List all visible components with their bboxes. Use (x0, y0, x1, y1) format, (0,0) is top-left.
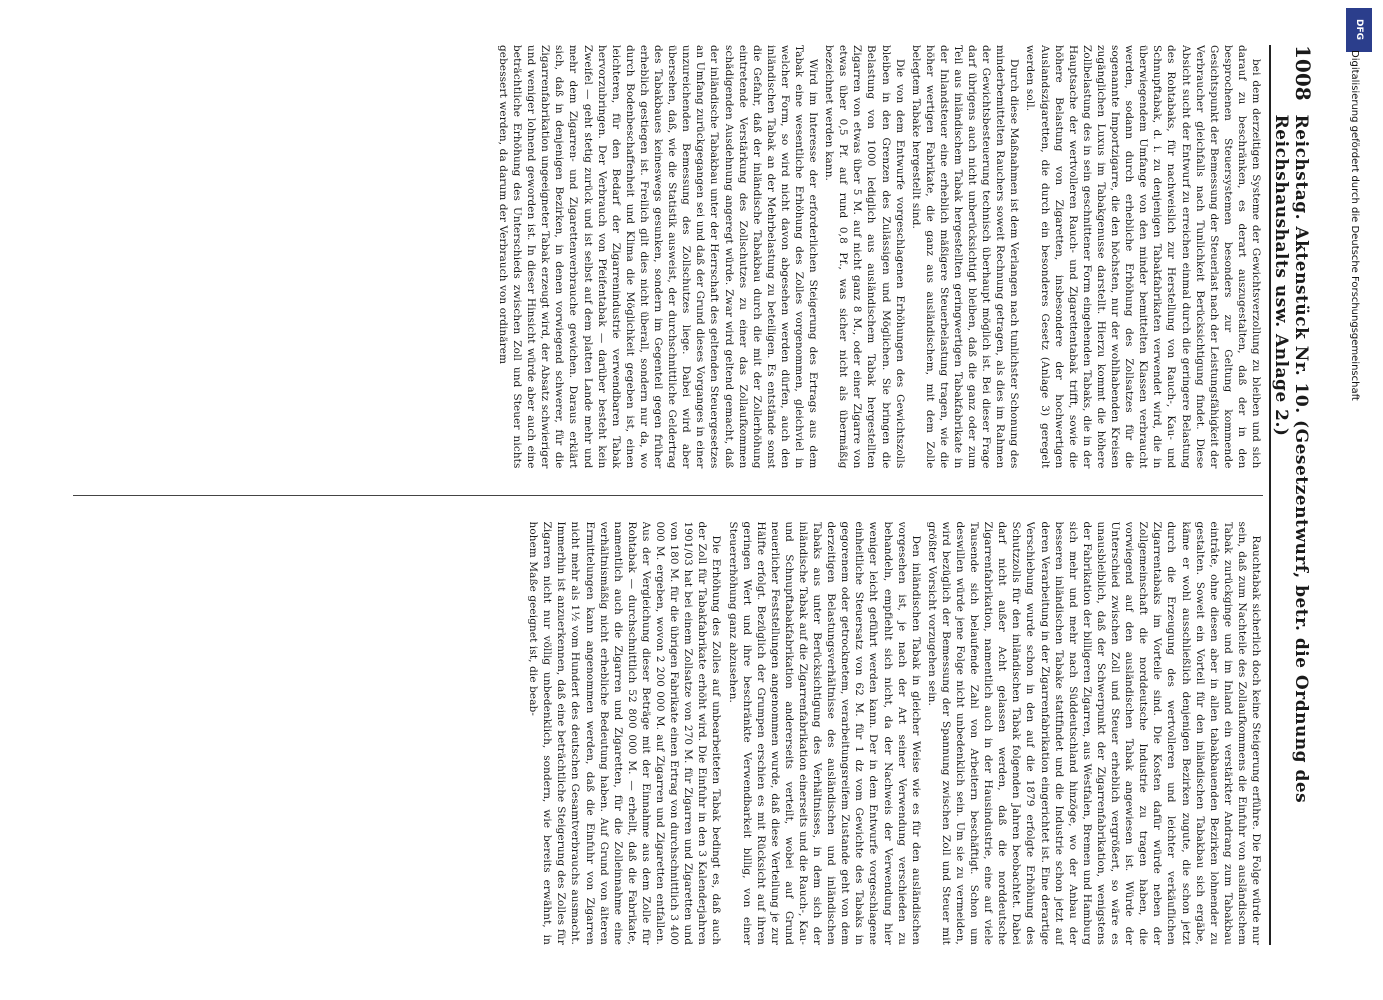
paragraph: Die Erhöhung des Zolles auf unbearbeiteten Tabak bedingt es, daß auch der Zoll für Tabakfabrikate erhöht wird. Die Einfuhr in den 3 Kalenderjahren 1901/03 hat bei einem Zollsatze von 270 M. für Zigarren und Zigaretten und von 180 M. für die übrigen Fabrikate einen Ertrag von durchschnittlich 3 400 000 M. ergeben, wovon 2 200 000 M. auf Zigarren und Zigaretten entfallen. Aus der Vergleichung dieser Beträge mit der Einnahme aus dem Zolle für Rohtabak — durchschnittlich 52 800 000 M. — erhellt, daß die Fabrikate, namentlich auch die Zigarren und Zigaretten, für die Zolleinnahme eine verhältnismäßig nicht erhebliche Bedeutung haben. Auf Grund von älteren Ermittelungen kann angenommen werden, daß die Einfuhr von Zigarren nicht mehr als 1½ vom Hundert des deutschen Gesamtverbrauchs ausmacht. Immerhin ist anzuerkennen, daß eine beträchtliche Steigerung des Zolles für Zigarren nicht nur völlig unbedenklich, sondern, wie bereits erwähnt, in hohem Maße geeignet ist, die beab- (527, 521, 723, 945)
rotated-content (65, 45, 1315, 945)
digitization-text: Digitalisierung gefördert durch die Deutsche Forschungsgemeinschaft (1349, 50, 1360, 401)
paragraph: bei dem derzeitigen Systeme der Gewichtsverzollung zu bleiben und sich darauf zu beschränken, es derart auszugestalten, daß der in den besprochenen Steuersystemen besonders zur Geltung kommende Gesichtspunkt der Bemessung der Steuerlast nach der Leistungsfähigkeit der Verbraucher gleichfalls nach Tunlichkeit Berücksichtigung findet. Diese Absicht sucht der Entwurf zu erreichen einmal durch die geringere Belastung des Rohtabaks, für nachweislich zur Herstellung von Rauch-, Kau- und Schnupftabak, d. i. zu denjenigen Tabakfabrikaten verwendet wird, die in überwiegendem Umfange von den minder bemittelten Klassen verbraucht werden, sodann durch erhebliche Erhöhung des Zollsatzes für die sogenannte Importzigarre, die den höchsten, nur der wohlhabenden Kreisen zugänglichen Luxus im Tabakgenusse darstellt. Hierzu kommt die höhere Zollbelastung des in sein geschnittener Form eingehenden Tabaks, die in der Hauptsache der wertvolleren Rauch- und Zigarettentabak trifft, sowie die höhere Belastung von Zigaretten, insbesondere der hochwertigen Auslandszigaretten, die durch ein besonderes Gesetz (Anlage 3) geregelt werden soll. (1024, 45, 1262, 469)
page-number: 1008 (1291, 45, 1315, 101)
header-rule (1269, 45, 1271, 945)
paragraph: Die von dem Entwurfe vorgeschlagenen Erhöhungen des Gewichtszolls bleiben in den Grenzen des Zulässigen und Möglichen. Sie bringen die Belastung von 1000 lediglich aus ausländischem Tabak hergestellten Zigarren von etwas über 5 M. auf nicht ganz 8 M., oder einer Zigarre von etwas über 0,5 Pf. auf rund 0,8 Pf., was sicher nicht als übermäßig bezeichnet werden kann. (823, 45, 906, 469)
running-title: Reichstag. Aktenstück Nr. 10. (Gesetzentwurf, betr. die Ordnung des Reichshaushalts usw. Anlage 2.) (1271, 114, 1311, 804)
paragraph: Den inländischen Tabak in gleicher Weise wie es für den ausländischen vorgesehen ist, je nach der Art seiner Verwendung verschieden zu behandeln, empfiehlt sich nicht, da der Nachweis der Verwendung hier weniger leicht geführt werden kann. Der in dem Entwurfe vorgeschlagene einheitliche Steuersatz von 62 M. für 1 dz vom Gewichte des Tabaks in gegorenem oder getrocknetem, verarbeitungsreifem Zustande geht von dem derzeitigen Belastungsverhältnisse des ausländischen und inländischen Tabaks aus unter Berücksichtigung des Verhältnisses, in dem sich der inländische Tabak auf die Zigarrenfabrikation einerseits und die Rauch-, Kau- und Schnupftabakfabrikation andererseits verteilt, wobei auf Grund neuerlicher Feststellungen angenommen wurde, daß diese Verteilung je zur Hälfte erfolgt. Bezüglich der Grumpen erschien es mit Rücksicht auf ihren geringen Wert und ihre beschränkte Verwendbarkeit billig, von einer Steuererhöhung ganz abzusehen. (726, 521, 922, 945)
right-column (73, 522, 1263, 946)
paragraph: Wird im Interesse der erforderlichen Steigerung des Ertrags aus dem Tabak eine wesentliche Erhöhung des Zolles vorgenommen, gleichviel in welcher Form, so wird nicht davon abgesehen werden dürfen, auch den inländischen Tabak an der Mehrbelastung zu beteiligen. Es entstände sonst die Gefahr, daß der inländische Tabakbau durch die mit der Zollerhöhung eintretende Verstärkung des Zollschutzes zu einer das Zollaufkommen schädigenden Ausdehnung angeregt würde. Zwar wird geltend gemacht, daß der inländische Tabakbau unter der Herrschaft des geltenden Steuergesetzes an Umfang zurückgegangen sei und daß der Grund dieses Vorganges in einer unzureichenden Bemessung des Zollschutzes liege. Dabei wird aber übersehen, daß, wie die Statistik ausweist, der durchschnittliche Geldertrag des Tabakbaues keineswegs gesunken, sondern im Gegenteil gegen früher erheblich gestiegen ist. Freilich gilt dies nicht überall, sondern nur da, wo durch Bodenbeschaffenheit und Klima die Möglichkeit gegeben ist, einen leichteren, für den Bedarf der Zigarrenindustrie verwendbaren Tabak hervorzubringen. Der Verbrauch von Pfeifentabak — darüber besteht kein Zweifel — geht stetig zurück und ist selbst auf dem platten Lande mehr und mehr dem Zigarren- und Zigarettenverbrauche gewichen. Daraus erklärt sich, daß in denjenigen Bezirken, in denen vorwiegend schwerer, für die Zigarrenfabrikation ungeeigneter Tabak erzeugt wird, der Absatz schwieriger und weniger lohnend geworden ist. In dieser Hinsicht würde aber auch eine beträchtliche Erhöhung des Unterschieds zwischen Zoll und Steuer nichts gebessert werden, da darum der Verbrauch von ordinärem (497, 45, 820, 469)
column-divider (73, 495, 1263, 496)
digitization-note (1336, 30, 1366, 970)
paragraph: Durch diese Maßnahmen ist dem Verlangen nach tunlichster Schonung des minderbemittelten Rauchers soweit Rechnung getragen, als dies im Rahmen der Gewichtsbesteuerung technisch überhaupt möglich ist. Bei dieser Frage darf übrigens auch nicht unberücksichtigt bleiben, daß die ganz oder zum Teil aus inländischem Tabak hergestellten geringwertigen Tabakfabrikate in der Inlandsteuer eine erheblich mäßigere Steuerbelastung tragen, wie die höher wertigen Fabrikate, die ganz aus ausländischem, mit dem Zolle belegtem Tabake hergestellt sind. (909, 45, 1021, 469)
page-header (1271, 45, 1315, 945)
left-column (73, 45, 1263, 469)
text-columns (73, 45, 1263, 945)
paragraph: Rauchtabak sicherlich doch keine Steigerung erführe. Die Folge würde nur sein, daß zum Nachteile des Zollaufkommens die Einfuhr von ausländischem Tabak zurückginge und im Inland ein verstärkter Andrang zum Tabakbau eintrâte, ohne diesen aber in allen tabakbauenden Bezirken lohnender zu gestalten. Soweit ein Vorteil für den inländischen Tabakbau sich ergäbe, käme er wohl ausschließlich denjenigen Bezirken zugute, die schon jetzt durch die Erzeugung des wertvolleren und leichter verkäuflichen Zigarrentabaks im Vorteile sind. Die Kosten dafür würde neben der Zollgemeinschaft die norddeutsche Industrie zu tragen haben, die vorwiegend auf den ausländischen Tabak angewiesen ist. Würde der Unterschied zwischen Zoll und Steuer erheblich vergrößert, so wäre es unausbleiblich, daß der Schwerpunkt der Zigarrenfabrikation, wenigstens der Fabrikation der billigeren Zigarren, aus Westfalen, Bremen und Hamburg sich mehr und mehr nach Süddeutschland hinzöge, wo der Anbau der besseren inländischen Tabake stattfindet und die Industrie schon jetzt auf deren Verarbeitung in der Zigarrenfabrikation eingerichtet ist. Eine derartige Verschiebung wurde schon in den auf die 1879 erfolgte Erhöhung des Schutzzolls für den inländischen Tabak folgenden Jahren beobachtet. Dabei darf nicht außer Acht gelassen werden, daß die norddeutsche Zigarrenfabrikation, namentlich auch in der Hausindustrie, eine auf viele Tausende sich belaufende Zahl von Arbeitern beschäftigt. Schon um deswillen würde jene Folge nicht unbedenklich sein. Um sie zu vermeiden, wird bezüglich der Bemessung der Spannung zwischen Zoll und Steuer mit größter Vorsicht vorzugehen sein. (925, 521, 1262, 945)
dfg-logo: DFG (1346, 8, 1372, 52)
document-scan (55, 45, 1315, 955)
